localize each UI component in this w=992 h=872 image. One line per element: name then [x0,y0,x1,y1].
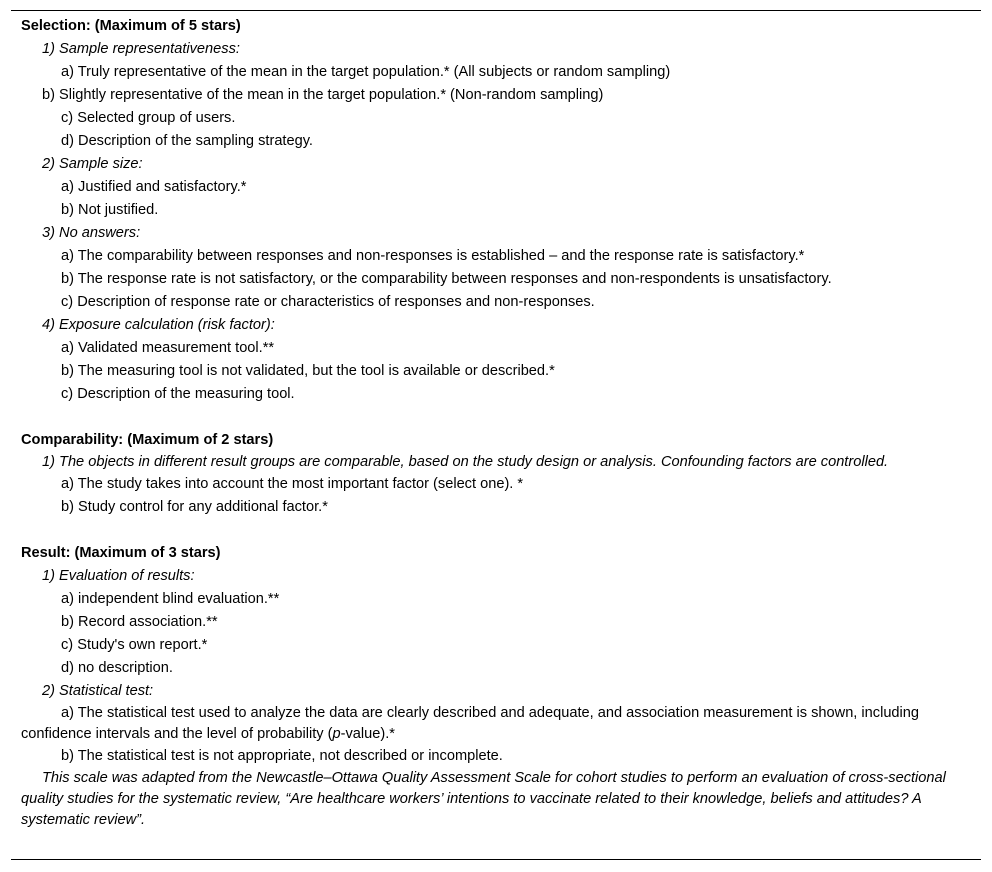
result-q1-option-d: d) no description. [61,660,173,676]
table-content [21,15,951,831]
selection-q4-option-b: b) The measuring tool is not validated, but the tool is available or described.* [61,363,555,379]
selection-q1-option-c: c) Selected group of users. [61,110,236,126]
p-value-symbol: p [332,726,341,742]
result-q2-option-a [21,703,951,745]
result-q1-option-b: b) Record association.** [61,614,218,630]
result-q1-option-a: a) independent blind evaluation.** [61,591,280,607]
selection-q2-title: 2) Sample size: [42,156,143,172]
comparability-option-b: b) Study control for any additional factor.* [61,499,328,515]
result-q2-title: 2) Statistical test: [42,683,154,699]
result-q2-option-b: b) The statistical test is not appropriate, not described or incomplete. [61,748,503,764]
selection-q3-option-c: c) Description of response rate or characteristics of responses and non-responses. [61,294,595,310]
result-q2-option-a-end: -value).* [340,726,395,742]
selection-heading: Selection: (Maximum of 5 stars) [21,18,241,34]
selection-q1-option-d: d) Description of the sampling strategy. [61,133,313,149]
selection-q4-option-a: a) Validated measurement tool.** [61,340,275,356]
table-footnote: This scale was adapted from the Newcastle–Ottawa Quality Assessment Scale for cohort studies to perform an evaluation of cross-sectional quality studies for the systematic review, “Are healthcare workers’ intentions to vaccinate related to their knowledge, beliefs and attitudes? A systematic review”. [21,770,946,828]
comparability-q1-title: 1) The objects in different result groups are comparable, based on the study design or analysis. Confounding factors are controlled. [42,454,889,470]
selection-q1-option-b: b) Slightly representative of the mean in the target population.* (Non-random sampling) [42,87,604,103]
section-spacer [21,519,951,542]
selection-q4-title: 4) Exposure calculation (risk factor): [42,317,275,333]
selection-q1-title: 1) Sample representativeness: [42,41,240,57]
selection-q2-option-b: b) Not justified. [61,202,159,218]
selection-q2-option-a: a) Justified and satisfactory.* [61,179,247,195]
selection-q3-option-a: a) The comparability between responses and non-responses is established – and the response rate is satisfactory.* [61,248,805,264]
selection-q4-option-c: c) Description of the measuring tool. [61,386,295,402]
result-q2-option-a-text: a) The statistical test used to analyze the data are clearly described and adequate, and association measurement is shown, including confidence intervals and the level of probability ( [21,705,920,742]
selection-q3-option-b: b) The response rate is not satisfactory, or the comparability between responses and non-respondents is unsatisfactory. [61,271,832,287]
result-q1-title: 1) Evaluation of results: [42,568,195,584]
comparability-option-a: a) The study takes into account the most important factor (select one). * [61,476,524,492]
comparability-heading: Comparability: (Maximum of 2 stars) [21,432,274,448]
section-spacer [21,406,951,429]
result-heading: Result: (Maximum of 3 stars) [21,545,221,561]
assessment-scale-table [11,10,981,860]
selection-q3-title: 3) No answers: [42,225,141,241]
result-q1-option-c: c) Study's own report.* [61,637,208,653]
selection-q1-option-a: a) Truly representative of the mean in the target population.* (All subjects or random sampling) [61,64,671,80]
